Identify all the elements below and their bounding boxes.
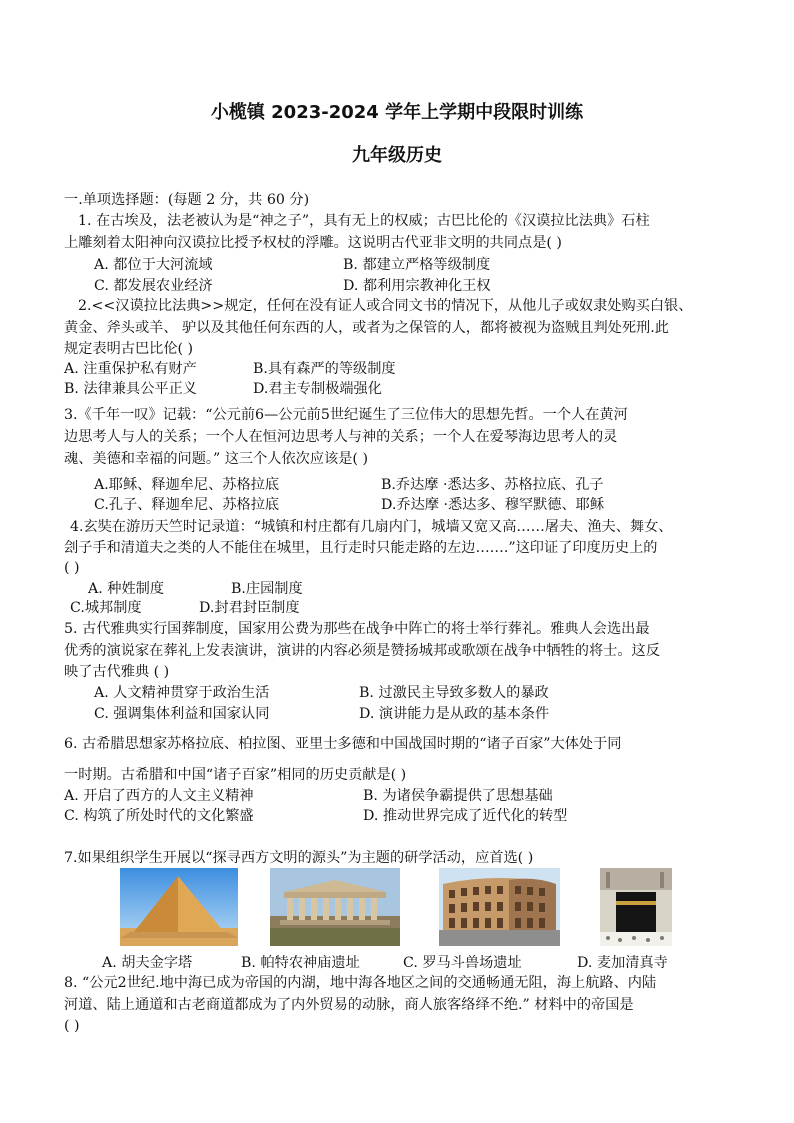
q6-stem-line1: 6. 古希腊思想家苏格拉底、柏拉图、亚里士多德和中国战国时期的“诸子百家”大体处于同: [64, 736, 622, 752]
q2-stem-line1: 2.<<汉谟拉比法典>>规定，任何在没有证人或合同文书的情况下，从他儿子或奴隶处购买白银、: [78, 298, 693, 314]
section-heading: 一.单项选择题：(每题 2 分，共 60 分): [64, 192, 310, 208]
q3-option-c: C.孔子、释迦牟尼、苏格拉底: [94, 497, 280, 513]
kaaba-image: [600, 868, 672, 946]
q5-stem-line3: 映了古代雅典 ( ): [64, 664, 170, 680]
q2-option-c: B. 法律兼具公平正义: [64, 381, 197, 397]
q4-option-b: B.庄园制度: [231, 581, 303, 597]
q2-stem-line3: 规定表明古巴比伦( ): [64, 341, 194, 357]
q7-option-a: A. 胡夫金字塔: [102, 955, 193, 971]
q2-option-a: A. 注重保护私有财产: [64, 361, 197, 377]
q7-image-row: [0, 868, 794, 948]
q4-stem-line1: 4.玄奘在游历天竺时记录道：“城镇和村庄都有几扇内门，城墙又宽又高……屠夫、渔夫、舞女、: [70, 519, 673, 535]
q1-option-c: C. 都发展农业经济: [94, 278, 213, 294]
q7-stem: 7.如果组织学生开展以“探寻西方文明的源头”为主题的研学活动，应首选( ): [64, 850, 534, 866]
page-title: 小榄镇 2023-2024 学年上学期中段限时训练: [210, 102, 584, 123]
q5-option-c: C. 强调集体利益和国家认同: [94, 706, 270, 722]
q5-option-b: B. 过激民主导致多数人的暴政: [359, 685, 549, 701]
q6-stem-line2: 一时期。古希腊和中国“诸子百家”相同的历史贡献是( ): [64, 767, 407, 783]
parthenon-image: [270, 868, 400, 946]
q3-option-a: A.耶稣、释迦牟尼、苏格拉底: [94, 477, 280, 493]
q8-stem-line1: 8. “公元2世纪.地中海已成为帝国的内湖，地中海各地区之间的交通畅通无阻，海上航路、内陆: [64, 975, 657, 991]
q4-stem-line3: ( ): [64, 560, 80, 576]
q2-option-b: B.具有森严的等级制度: [253, 361, 396, 377]
q3-option-d: D.乔达摩 ·悉达多、穆罕默德、耶稣: [381, 497, 605, 513]
q6-option-a: A. 开启了西方的人文主义精神: [64, 788, 254, 804]
q5-stem-line1: 5. 古代雅典实行国葬制度，国家用公费为那些在战争中阵亡的将士举行葬礼。雅典人会选出最: [64, 621, 650, 637]
q6-option-b: B. 为诸侯争霸提供了思想基础: [363, 788, 553, 804]
q5-option-d: D. 演讲能力是从政的基本条件: [359, 706, 550, 722]
q1-option-a: A. 都位于大河流域: [94, 257, 213, 273]
q3-stem-line1: 3.《千年一叹》记载：“公元前6—公元前5世纪诞生了三位伟大的思想先哲。一个人在黄河: [64, 407, 628, 423]
q1-stem-line1: 1. 在古埃及，法老被认为是“神之子”，具有无上的权威；古巴比伦的《汉谟拉比法典》石柱: [78, 213, 650, 229]
q3-option-b: B.乔达摩 ·悉达多、苏格拉底、孔子: [381, 477, 604, 493]
q1-option-b: B. 都建立严格等级制度: [343, 257, 491, 273]
q4-option-c: C.城邦制度: [70, 600, 142, 616]
q4-option-d: D.封君封臣制度: [199, 600, 300, 616]
q2-stem-line2: 黄金、斧头或羊、 驴以及其他任何东西的人，或者为之保管的人，都将被视为盗贼且判处死刑.此: [64, 320, 669, 336]
q8-stem-line2: 河道、陆上通道和古老商道都成为了内外贸易的动脉，商人旅客络绎不绝.” 材料中的帝国是: [64, 997, 634, 1013]
q2-option-d: D.君主专制极端强化: [253, 381, 382, 397]
q1-option-d: D. 都利用宗教神化王权: [343, 278, 491, 294]
colosseum-image: [439, 868, 560, 946]
q6-option-c: C. 构筑了所处时代的文化繁盛: [64, 808, 254, 824]
q3-stem-line3: 魂、美德和幸福的问题。” 这三个人依次应该是( ): [64, 451, 368, 467]
q3-stem-line2: 边思考人与人的关系；一个人在恒河边思考人与神的关系；一个人在爱琴海边思考人的灵: [64, 429, 618, 445]
q6-option-d: D. 推动世界完成了近代化的转型: [363, 808, 568, 824]
q5-option-a: A. 人文精神贯穿于政治生活: [94, 685, 270, 701]
q8-stem-line3: ( ): [64, 1018, 80, 1034]
q4-option-a: A. 种姓制度: [88, 581, 165, 597]
q7-option-b: B. 帕特农神庙遗址: [241, 955, 360, 971]
q7-option-d: D. 麦加清真寺: [577, 955, 668, 971]
q4-stem-line2: 刽子手和清道夫之类的人不能住在城里，且行走时只能走路的左边…….”这印证了印度历史上的: [64, 540, 658, 556]
page-subtitle: 九年级历史: [352, 145, 442, 166]
pyramid-image: [120, 868, 238, 946]
q5-stem-line2: 优秀的演说家在葬礼上发表演讲，演讲的内容必须是赞扬城邦或歌颂在战争中牺牲的将士。这反: [64, 643, 660, 659]
q1-stem-line2: 上雕刻着太阳神向汉谟拉比授予权杖的浮雕。这说明古代亚非文明的共同点是( ): [64, 235, 562, 251]
q7-option-c: C. 罗马斗兽场遗址: [403, 955, 522, 971]
